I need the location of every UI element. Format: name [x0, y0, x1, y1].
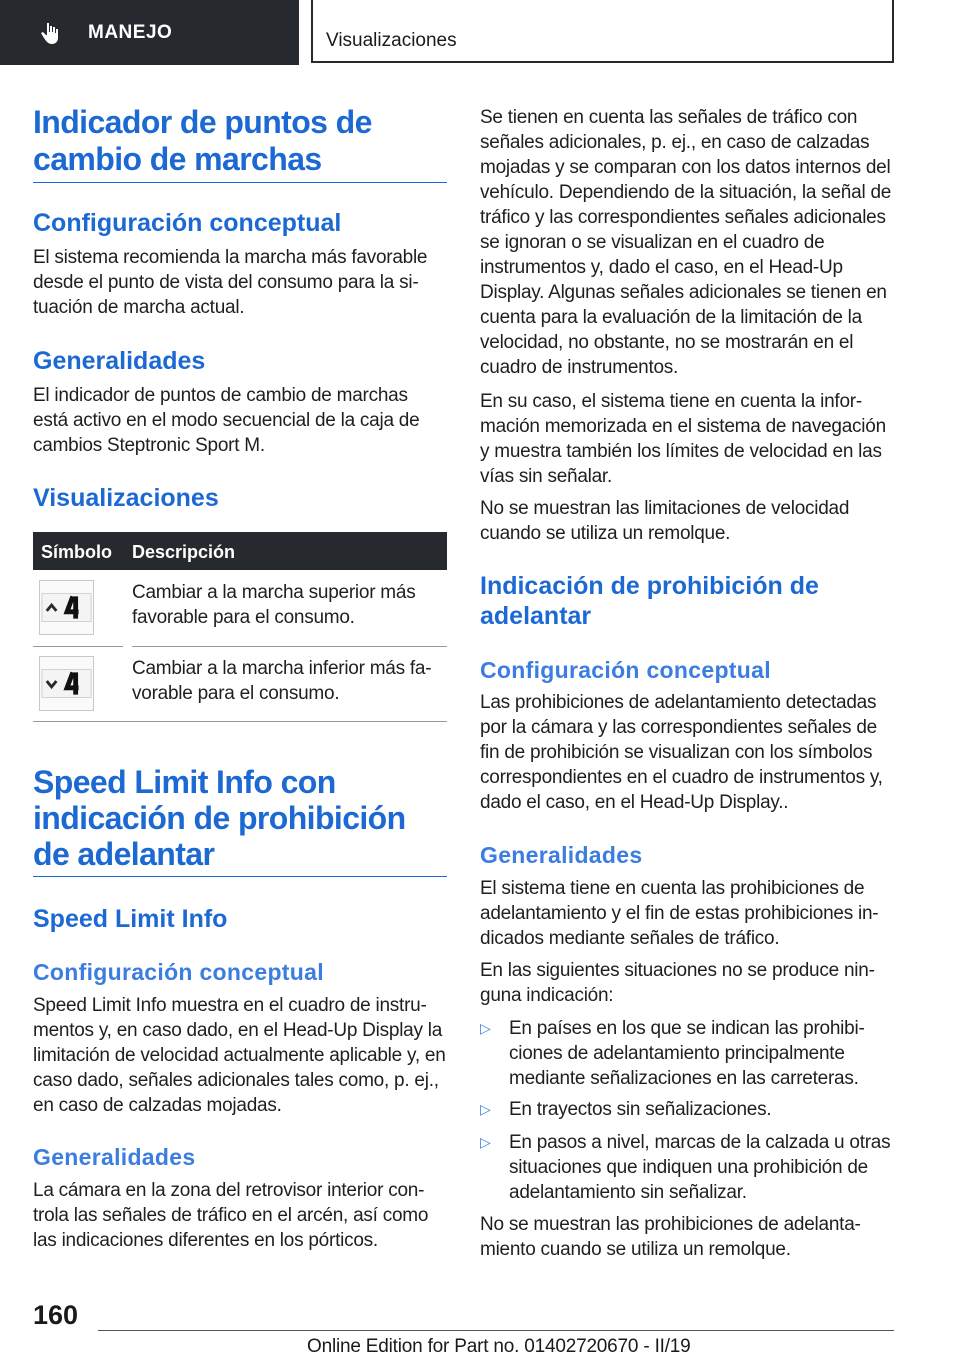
chapter-header [311, 0, 894, 63]
table-cell-description: Cambiar a la marcha superior más favorable para el consumo. [132, 582, 416, 628]
heading-shift-indicator: Indicador de puntos de cambio de marchas [33, 104, 372, 177]
table-header-description: Descripción [132, 542, 236, 562]
heading-speed-limit-info: Speed Limit Info con indicación de prohibición de adelantar [33, 764, 406, 872]
paragraph-navigation: En su caso, el sistema tiene en cuenta la información memorizada en el sistema de navegación y muestra también los límites de velocidad en las vías sin señalar. [480, 391, 886, 487]
table-header-symbol: Símbolo [41, 542, 112, 562]
subheading-overtaking-general: Generalidades [480, 842, 643, 868]
heading-rule [33, 876, 447, 877]
page-number: 160 [33, 1300, 79, 1330]
hand-icon [38, 19, 66, 47]
section-label: MANEJO [88, 21, 173, 43]
paragraph-overtaking-general: El sistema tiene en cuenta las prohibiciones de adelantamiento y el fin de estas prohibiciones indicados mediante señales de tráfico. [480, 878, 879, 949]
table-bottom-rule [33, 721, 447, 722]
header-section-tab [0, 0, 299, 65]
paragraph-traffic-signs: Se tienen en cuenta las señales de tráfico con señales adicionales, p. ej., en caso de calzadas mojadas y se comparan con los datos internos del vehículo. Dependiendo de la situación, la señal de tráfico y las correspondientes señales adicionales se ignoran o se visualizan en el cuadro de instrumentos y, dado el caso, en el Head-Up Display. Algunas señales adicionales se tienen en cuenta para la evaluación de la limitación de la velocidad, no obstante, no se mostrarán en el cuadro de instrumentos. [480, 107, 892, 378]
gear-up-4-icon [39, 580, 94, 635]
table-divider [33, 646, 123, 647]
subheading-overtaking-concept: Configuración conceptual [480, 657, 771, 683]
subheading-sli-concept: Configuración conceptual [33, 959, 324, 985]
list-item-text: En trayectos sin señalizaciones. [509, 1099, 772, 1120]
bullet-triangle-icon: ▷ [480, 1020, 491, 1036]
paragraph-overtaking-concept: Las prohibiciones de adelantamiento detectadas por la cámara y las correspondientes señales de fin de prohibición se visualizan con los símbolos correspondientes en el cuadro de instrumentos y, dado el caso, en el Head-Up Display.. [480, 692, 883, 813]
bullet-triangle-icon: ▷ [480, 1101, 491, 1117]
subheading-general: Generalidades [33, 347, 206, 375]
bullet-triangle-icon: ▷ [480, 1134, 491, 1150]
paragraph-sli-concept: Speed Limit Info muestra en el cuadro de instrumentos y, en caso dado, en el Head-Up Display la limitación de velocidad actualmente aplicable y, en caso dado, señales adicionales tales como, p. ej., en caso de calzadas mojadas. [33, 995, 446, 1116]
list-item-text: En pasos a nivel, marcas de la calzada u otras situaciones que indiquen una prohibición de adelantamiento sin señalizar. [509, 1132, 891, 1203]
paragraph-situations: En las siguientes situaciones no se produce ninguna indicación: [480, 960, 875, 1006]
paragraph-last: No se muestran las prohibiciones de adelantamiento cuando se utiliza un remolque. [480, 1214, 861, 1260]
subheading-speed-limit-info: Speed Limit Info [33, 905, 228, 933]
chapter-label: Visualizaciones [326, 30, 457, 51]
paragraph-concept: El sistema recomienda la marcha más favorable desde el punto de vista del consumo para la situación de marcha actual. [33, 247, 428, 318]
footer-edition: Online Edition for Part no. 01402720670 - II/19 [307, 1336, 691, 1357]
subheading-concept: Configuración conceptual [33, 209, 342, 237]
subheading-overtaking: Indicación de prohibición de adelantar [480, 572, 819, 630]
subheading-sli-general: Generalidades [33, 1144, 196, 1170]
table-divider [132, 646, 447, 647]
gear-down-4-icon [39, 656, 94, 711]
paragraph-general: El indicador de puntos de cambio de marchas está activo en el modo secuencial de la caja de cambios Steptronic Sport M. [33, 385, 420, 456]
paragraph-sli-general: La cámara en la zona del retrovisor interior controla las señales de tráfico en el arcén, así como las indicaciones diferentes en los pórticos. [33, 1180, 429, 1251]
list-item-text: En países en los que se indican las prohibiciones de adelantamiento principalmente mediante señalizaciones en las carreteras. [509, 1018, 865, 1089]
footer-rule [98, 1330, 894, 1331]
table-header [33, 532, 447, 570]
table-cell-description: Cambiar a la marcha inferior más favorable para el consumo. [132, 658, 432, 704]
paragraph-trailer: No se muestran las limitaciones de velocidad cuando se utiliza un remolque. [480, 498, 850, 544]
heading-rule [33, 182, 447, 183]
subheading-displays: Visualizaciones [33, 484, 219, 512]
